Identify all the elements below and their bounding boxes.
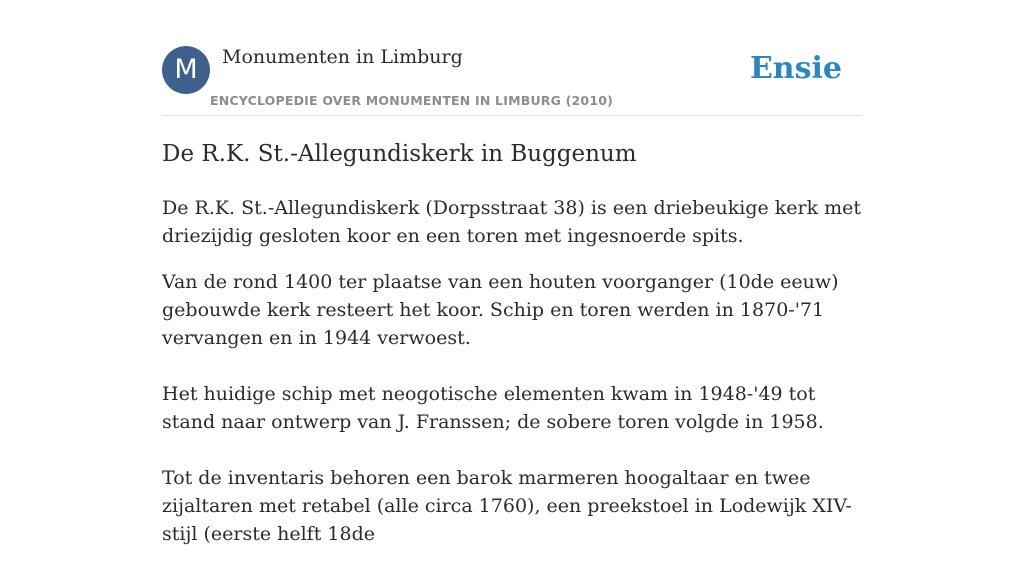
- article-paragraph: Van de rond 1400 ter plaatse van een houten voorganger (10de eeuw) gebouwde kerk resteert het koor. Schip en toren werden in 1870-'71 vervangen en in 1944 verwoest. Het huidige schip met neogotische elementen kwam in 1948-'49 tot stand naar ontwerp van J. Franssen; de sobere toren volgde in 1958. Tot de inventaris behoren een barok marmeren hoogaltaar en twee zijaltaren met retabel (alle circa 1760), een preekstoel in Lodewijk XIV-stijl (eerste helft 18de: [162, 271, 852, 545]
- source-subtitle: ENCYCLOPEDIE OVER MONUMENTEN IN LIMBURG (2010): [210, 93, 614, 108]
- source-avatar[interactable]: M: [162, 46, 210, 94]
- source-title-link[interactable]: Monumenten in Limburg: [222, 46, 463, 68]
- article-paragraph: De R.K. St.-Allegundiskerk (Dorpsstraat 38) is een driebeukige kerk met driezijdig gesloten koor en een toren met ingesnoerde spits.: [162, 197, 862, 247]
- article-title: De R.K. St.-Allegundiskerk in Buggenum: [162, 141, 637, 167]
- source-header: [162, 46, 862, 116]
- ensie-logo-link[interactable]: Ensie: [749, 51, 842, 86]
- article: [162, 138, 862, 566]
